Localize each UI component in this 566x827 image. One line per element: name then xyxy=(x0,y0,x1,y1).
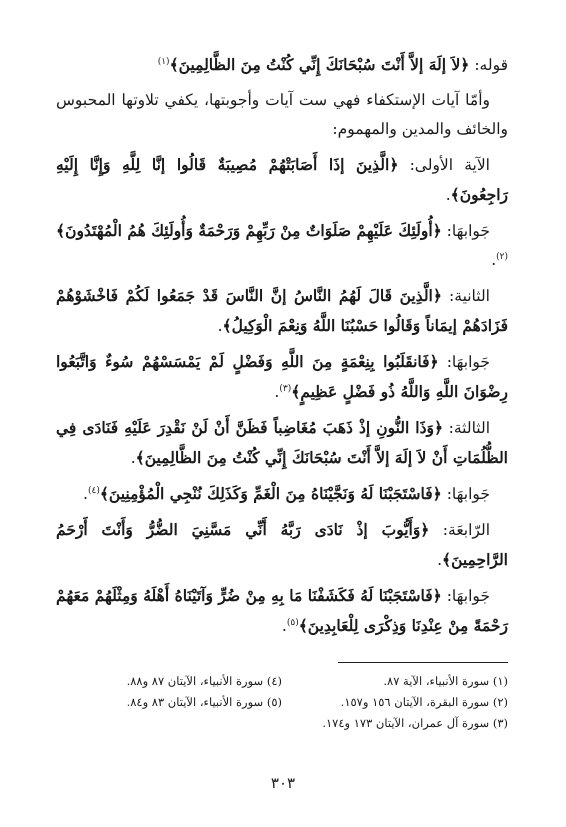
footnote-item: (٤) سورة الأنبياء، الآيتان ٨٧ و٨٨. xyxy=(126,674,282,688)
paragraph-p3 xyxy=(56,150,508,210)
text-run: الآية الأولى: xyxy=(398,156,490,174)
text-run: قوله: xyxy=(469,56,508,74)
text-run: . xyxy=(130,449,136,467)
page-number: ٣٠٣ xyxy=(270,774,296,792)
paragraph-p4 xyxy=(56,216,508,275)
text-run: . xyxy=(437,551,442,569)
text-run: . xyxy=(491,251,497,269)
paragraph-p8 xyxy=(56,479,508,509)
text-run: الرّابعَة: xyxy=(429,521,490,539)
paragraph-p7 xyxy=(56,413,508,473)
footnote-marker: (٣) xyxy=(279,383,292,394)
footnotes-left-column xyxy=(56,671,282,734)
footnote-marker: (٤) xyxy=(87,485,100,496)
quran-verse: ﴿أُولَئِكَ عَلَيْهِمْ صَلَوَاتٌ مِنْ رَبِّهِمْ وَرَحْمَةٌ وَأُولَئِكَ هُمُ الْمُهْتَدُونَ﴾ xyxy=(56,221,442,240)
paragraph-p10 xyxy=(56,581,508,641)
text-run: جَوابهَا: xyxy=(438,353,490,371)
text-run: . xyxy=(83,485,88,503)
footnote-separator xyxy=(338,662,508,663)
paragraph-p5 xyxy=(56,281,508,341)
quran-verse: ﴿فَاسْتَجَبْنَا لَهُ وَنَجَّيْنَاهُ مِنَ الْغَمِّ وَكَذَلِكَ نُنْجِي الْمُؤْمِنِينَ﴾ xyxy=(99,484,442,503)
text-run: الثانية: xyxy=(441,287,490,305)
footnotes-right-column xyxy=(282,671,508,734)
footnote-marker: (٢) xyxy=(496,251,508,262)
text-run: . xyxy=(281,617,287,635)
paragraph-p2 xyxy=(56,86,508,144)
text-run: جَوابهَا: xyxy=(441,485,490,503)
text-run: وأمّا آيات الإستكفاء فهي ست آيات وأجوبتها، يكفي تلاوتها المحبوس والخائف والمدين والمهموم: xyxy=(56,91,508,138)
quran-verse: ﴿الَّذِينَ إذَا أَصَابَتْهُمْ مُصِيبَةٌ قَالُوا إنَّا لِلَّهِ وَإِنَّا إِلَيْهِ رَاجِعُونَ﴾ xyxy=(56,155,508,204)
quran-verse: ﴿لاَ إلَهَ إلاَّ أَنْتَ سُبْحَانَكَ إِنِّي كُنْتُ مِنَ الظَّالِمِينَ﴾ xyxy=(169,55,470,74)
quran-verse: ﴿وَأَيُّوبَ إذْ نَادَى رَبَّهُ أَنِّي مَسَّنِيَ الضُّرُّ وَأَنْتَ أَرْحَمُ الرَّاحِمِينَ﴾ xyxy=(56,520,508,569)
text-run: الثالثة: xyxy=(443,419,491,437)
quran-verse: ﴿فَاسْتَجَبْنَا لَهُ فَكَشَفْنَا مَا بِهِ مِنْ ضُرٍّ وَآتَيْنَاهُ أَهْلَهُ وَمِثْلَهُمْ مَعَهُمْ رَحْمَةً مِنْ عِنْدِنَا وَذِكْرَى لِلْعَابِدِينَ﴾ xyxy=(56,586,508,635)
footnote-item: (٥) سورة الأنبياء، الآيتان ٨٣ و٨٤. xyxy=(126,695,282,709)
text-run: . xyxy=(445,186,451,204)
paragraph-p1 xyxy=(56,50,508,80)
footnote-item: (٢) سورة البقرة، الآيتان ١٥٦ و١٥٧. xyxy=(340,695,508,709)
body-text xyxy=(56,50,508,641)
paragraph-p6 xyxy=(56,347,508,407)
footnotes xyxy=(56,662,508,734)
footnote-marker: (٥) xyxy=(286,617,299,628)
paragraph-p9 xyxy=(56,515,508,575)
footnote-marker: (١) xyxy=(157,56,170,67)
footnote-item: (١) سورة الأنبياء، الآية ٨٧. xyxy=(383,674,508,688)
text-run: . xyxy=(217,317,223,335)
text-run: جَوابهَا: xyxy=(441,587,490,605)
quran-verse: ﴿وَذَا النُّونِ إذْ ذَهَبَ مُغَاضِباً فَظَنَّ أَنْ لَنْ نَقْدِرَ عَلَيْهِ فَنَادَى فِي الظُّلُمَاتِ أَنْ لاَ إلَهَ إلاَّ أَنْتَ سُبْحَانَكَ إِنِّي كُنْتُ مِنَ الظَّالِمِينَ﴾ xyxy=(56,418,508,467)
text-run: . xyxy=(274,383,280,401)
quran-verse: ﴿فَانقَلَبُوا بِنِعْمَةٍ مِنَ اللَّهِ وَفَضْلٍ لَمْ يَمْسَسْهُمْ سُوءٌ وَاتَّبَعُوا رِضْوَانَ اللَّهِ وَاللَّهُ ذُو فَضْلٍ عَظِيمٍ﴾ xyxy=(56,352,508,401)
quran-verse: ﴿الَّذِينَ قَالَ لَهُمُ النَّاسُ إنَّ النَّاسَ قَدْ جَمَعُوا لَكُمْ فَاخْشَوْهُمْ فَزَادَهُمْ إيمَاناً وَقَالُوا حَسْبُنَا اللَّهُ وَنِعْمَ الْوَكِيلُ﴾ xyxy=(56,286,508,335)
footnote-item: (٣) سورة آل عمران، الآيتان ١٧٣ و١٧٤. xyxy=(322,716,508,730)
text-run: جَوابهَا: xyxy=(441,222,490,240)
